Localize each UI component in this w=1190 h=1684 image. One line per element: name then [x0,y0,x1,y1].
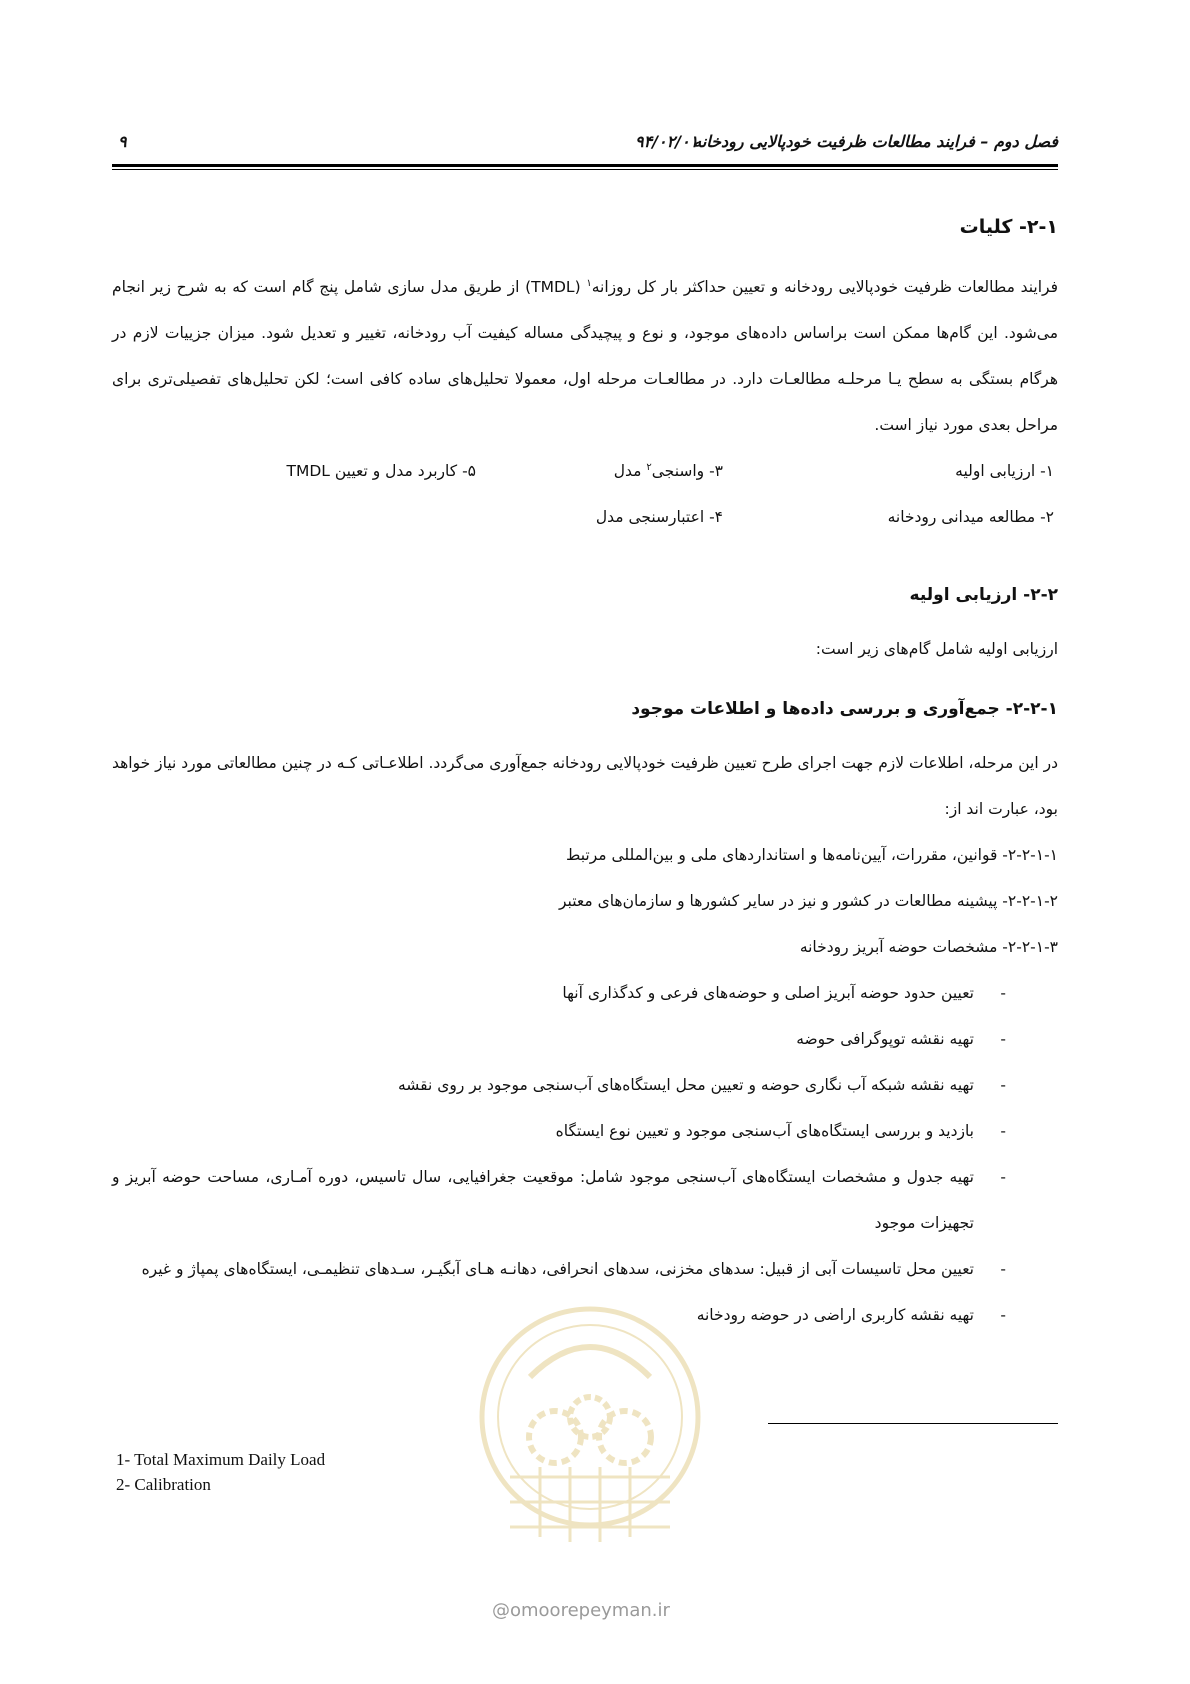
step-3-suffix: مدل [613,462,647,480]
initial-assessment-intro: ارزیابی اولیه شامل گام‌های زیر است: [815,640,1058,658]
list-item [112,970,1058,1016]
page-header [112,126,1058,156]
overview-text-start: فرایند مطالعات ظرفیت خودپالایی رودخانه و تعیین حداکثر بار کل روزانه [591,278,1058,296]
footnote-2: 2- Calibration [116,1475,211,1494]
section-heading-data-collection: ۲-۲-۱- جمع‌آوری و بررسی داده‌ها و اطلاعات موجود [631,699,1058,719]
footnotes [116,1447,325,1497]
header-date: ۹۴/۰۲/۰۱ [635,132,699,151]
header-divider-thin [112,169,1058,170]
overview-paragraph [112,264,1058,448]
footnote-divider [768,1423,1058,1424]
step-1: ۱- ارزیابی اولیه [955,462,1054,480]
watermark-seal-icon [470,1297,710,1567]
bullet-dash: - [1000,1260,1006,1278]
section-heading-overview: ۲-۱- کلیات [959,216,1058,238]
list-item [112,1062,1058,1108]
footnote-ref-1: ۱ [586,277,592,289]
data-collection-paragraph: در این مرحله، اطلاعات لازم جهت اجرای طرح تعیین ظرفیت خودپالایی رودخانه جمع‌آوری می‌گردد. اطلاعـاتی کـه در چنین مطالعاتی مورد نیاز خواهد بود، عبارت اند از: [112,754,1058,818]
at-icon: @ [492,1600,510,1621]
list-item [112,1016,1058,1062]
bullet-dash: - [1000,984,1006,1002]
step-5: ۵- کاربرد مدل و تعیین TMDL [286,462,476,480]
bullet-text: تعیین محل تاسیسات آبی از قبیل: سدهای مخزنی، سدهای انحرافی، دهانـه هـای آبگیـر، سـدهای تنظیمـی، ایستگاه‌های پمپاژ و غیره [141,1260,974,1278]
subitem-basin-specs: ۲-۲-۱-۳- مشخصات حوضه آبریز رودخانه [799,938,1058,956]
bullet-dash: - [1000,1030,1006,1048]
bullet-text: بازدید و بررسی ایستگاه‌های آب‌سنجی موجود و تعیین نوع ایستگاه [555,1122,974,1140]
steps-list [112,448,1058,544]
bullet-dash: - [1000,1122,1006,1140]
chapter-title: فصل دوم – فرایند مطالعات ظرفیت خودپالایی رودخانه [693,132,1058,151]
header-divider-thick [112,164,1058,167]
watermark-site [492,1600,670,1621]
section-heading-initial-assessment: ۲-۲- ارزیابی اولیه [909,585,1058,605]
list-item [112,1108,1058,1154]
basin-bullets [112,970,1058,1338]
footnote-ref-2: ۲ [646,461,652,473]
overview-text-rest: (TMDL) از طریق مدل سازی شامل پنج گام است که به شرح زیر انجام می‌شود. این گام‌ها ممکن است براساس داده‌های موجود، و نوع و پیچیدگی مساله کیفیت آب رودخانه، تغییر و تعدیل شود. میزان جزییات لازم در هرگام بستگی به سطح یـا مرحلـه مطالعـات دارد. در مطالعـات مرحله اول، معمولا تحلیل‌های ساده کافی است؛ لکن تحلیل‌های تفصیلی‌تری برای مراحل بعدی مورد نیاز است. [112,278,1058,434]
footnote-1: 1- Total Maximum Daily Load [116,1450,326,1469]
bullet-text: تهیه نقشه کاربری اراضی در حوضه رودخانه [696,1306,974,1324]
step-3-label: ۳- واسنجی [651,462,723,480]
page-number: ۹ [118,132,127,151]
bullet-text: تهیه جدول و مشخصات ایستگاه‌های آب‌سنجی موجود شامل: موقعیت جغرافیایی، سال تاسیس، دوره آمـاری، مساحت حوضه آبریز و تجهیزات موجود [112,1168,974,1232]
bullet-dash: - [1000,1306,1006,1324]
bullet-dash: - [1000,1168,1006,1186]
body-content [112,212,1058,1338]
watermark-url: omoorepeyman.ir [510,1600,670,1621]
subitem-previous-studies: ۲-۲-۱-۲- پیشینه مطالعات در کشور و نیز در سایر کشورها و سازمان‌های معتبر [558,892,1058,910]
bullet-text: تهیه نقشه شبکه آب نگاری حوضه و تعیین محل ایستگاه‌های آب‌سنجی موجود بر روی نقشه [397,1076,974,1094]
step-3 [614,448,723,494]
step-2: ۲- مطالعه میدانی رودخانه [887,508,1054,526]
step-4: ۴- اعتبارسنجی مدل [595,508,723,526]
bullet-text: تعیین حدود حوضه آبریز اصلی و حوضه‌های فرعی و کدگذاری آنها [562,984,974,1002]
bullet-dash: - [1000,1076,1006,1094]
list-item [112,1246,1058,1292]
list-item [112,1154,1058,1246]
subitem-laws: ۲-۲-۱-۱- قوانین، مقررات، آیین‌نامه‌ها و استانداردهای ملی و بین‌المللی مرتبط [566,846,1058,864]
bullet-text: تهیه نقشه توپوگرافی حوضه [796,1030,974,1048]
